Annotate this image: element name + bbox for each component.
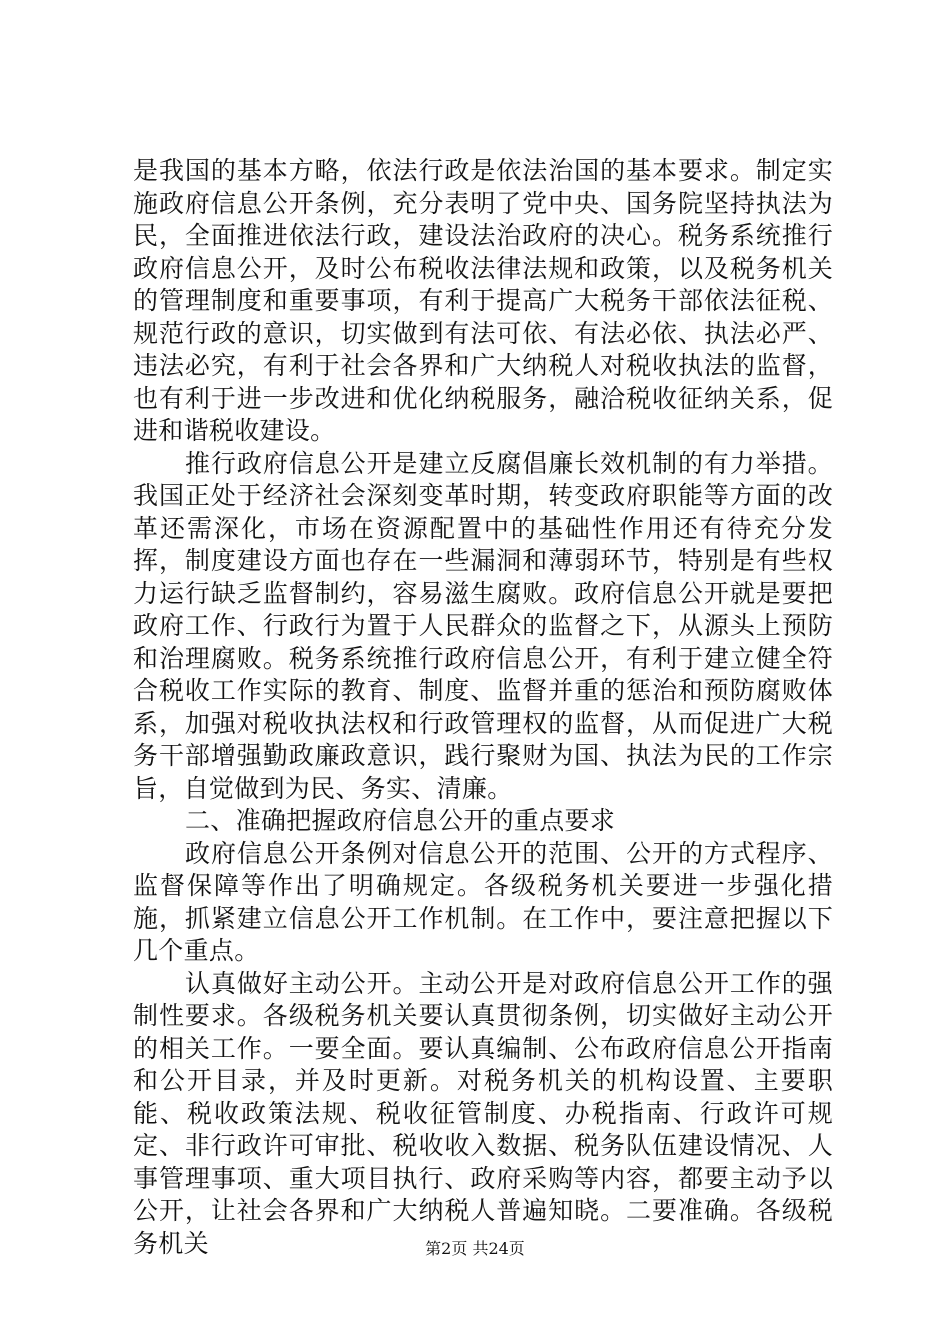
paragraph-active-disclosure: 认真做好主动公开。主动公开是对政府信息公开工作的强制性要求。各级税务机关要认真贯彻条例，切实做好主动公开的相关工作。一要全面。要认真编制、公布政府信息公开指南和公开目录，并及时更新。对税务机关的机构设置、主要职能、税收政策法规、税收征管制度、办税指南、行政许可规定、非行政许可审批、税收收入数据、税务队伍建设情况、人事管理事项、重大项目执行、政府采购等内容，都要主动予以公开，让社会各界和广大纳税人普遍知晓。二要准确。各级税务机关 [133, 968, 833, 1258]
paragraph-anti-corruption: 推行政府信息公开是建立反腐倡廉长效机制的有力举措。我国正处于经济社会深刻变革时期，转变政府职能等方面的改革还需深化，市场在资源配置中的基础性作用还有待充分发挥，制度建设方面也存在一些漏洞和薄弱环节，特别是有些权力运行缺乏监督制约，容易滋生腐败。政府信息公开就是要把政府工作、行政行为置于人民群众的监督之下，从源头上预防和治理腐败。税务系统推行政府信息公开，有利于建立健全符合税收工作实际的教育、制度、监督并重的惩治和预防腐败体系，加强对税收执法权和行政管理权的监督，从而促进广大税务干部增强勤政廉政意识，践行聚财为国、执法为民的工作宗旨，自觉做到为民、务实、清廉。 [133, 448, 833, 803]
paragraph-continuation: 是我国的基本方略，依法行政是依法治国的基本要求。制定实施政府信息公开条例，充分表明了党中央、国务院坚持执法为民，全面推进依法行政，建设法治政府的决心。税务系统推行政府信息公开，及时公布税收法律法规和政策，以及税务机关的管理制度和重要事项，有利于提高广大税务干部依法征税、规范行政的意识，切实做到有法可依、有法必依、执法必严、违法必究，有利于社会各界和广大纳税人对税收执法的监督，也有利于进一步改进和优化纳税服务，融洽税收征纳关系，促进和谐税收建设。 [133, 156, 833, 445]
section-heading: 二、准确把握政府信息公开的重点要求 [185, 806, 616, 835]
page-footer: 第2页 共24页 [425, 1239, 525, 1258]
paragraph-requirements: 政府信息公开条例对信息公开的范围、公开的方式程序、监督保障等作出了明确规定。各级税务机关要进一步强化措施，抓紧建立信息公开工作机制。在工作中，要注意把握以下几个重点。 [133, 838, 833, 965]
document-body [133, 155, 833, 1260]
